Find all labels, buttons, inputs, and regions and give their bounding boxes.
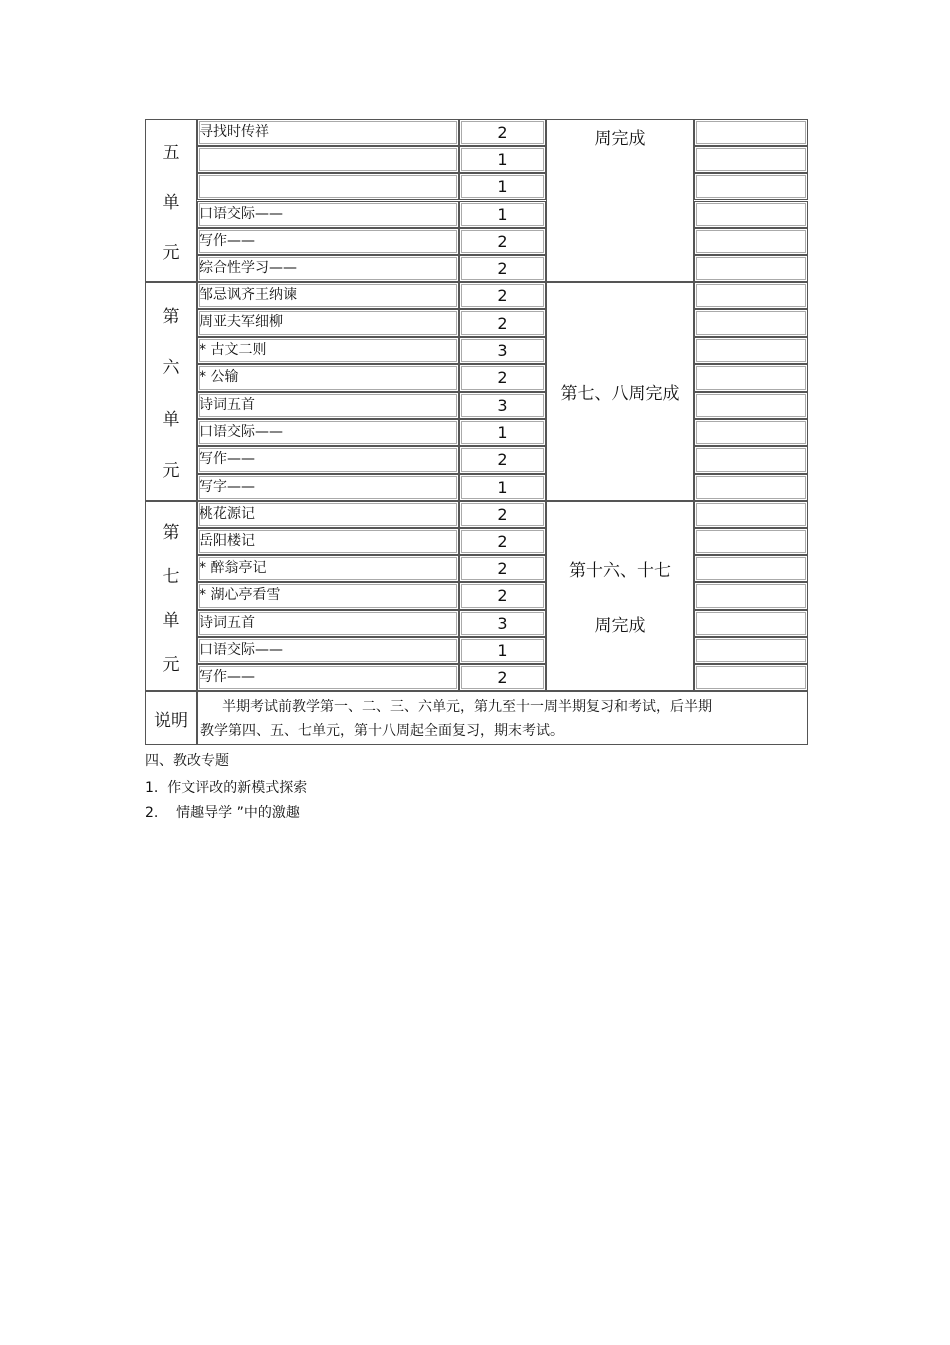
lesson-hours-cell: 2 — [459, 309, 546, 336]
lesson-title-cell: 周亚夫军细柳 — [197, 309, 459, 336]
lesson-title-cell: 桃花源记 — [197, 501, 459, 528]
lesson-title-cell: 写作—— — [197, 228, 459, 255]
unit-label-char: 第 — [162, 522, 180, 543]
lesson-title-cell: * 古文二则 — [197, 337, 459, 364]
note-line: 教学第四、五、七单元，第十八周起全面复习，期末考试。 — [200, 723, 564, 739]
lesson-hours-cell: 2 — [459, 528, 546, 555]
schedule-text: 第十六、十七 — [569, 561, 671, 581]
lesson-hours-cell: 2 — [459, 555, 546, 582]
unit-label-char: 七 — [162, 566, 180, 587]
lesson-hours-cell: 3 — [459, 392, 546, 419]
unit-label-char: 五 — [162, 143, 180, 164]
schedule-cell — [546, 119, 694, 282]
remarks-cell — [694, 528, 808, 555]
lesson-title-cell: * 湖心亭看雪 — [197, 582, 459, 609]
list-item: 2. 情趣导学 ”中的激趣 — [145, 805, 300, 821]
schedule-cell — [546, 282, 694, 501]
lesson-hours-cell: 2 — [459, 664, 546, 691]
unit-label-char: 六 — [162, 358, 180, 379]
lesson-hours-cell: 1 — [459, 637, 546, 664]
remarks-cell — [694, 364, 808, 391]
note-line: 半期考试前教学第一、二、三、六单元，第九至十一周半期复习和考试，后半期 — [222, 699, 712, 715]
unit-label-char: 元 — [162, 242, 180, 263]
remarks-cell — [694, 119, 808, 146]
remarks-cell — [694, 282, 808, 309]
unit-label-char: 元 — [162, 460, 180, 481]
remarks-cell — [694, 309, 808, 336]
remarks-cell — [694, 173, 808, 200]
unit-label-char: 单 — [162, 610, 180, 631]
unit-label-cell — [145, 119, 197, 282]
remarks-cell — [694, 474, 808, 501]
lesson-hours-cell: 2 — [459, 501, 546, 528]
lesson-hours-cell: 1 — [459, 201, 546, 228]
section-heading: 四、教改专题 — [145, 753, 229, 769]
schedule-text: 周完成 — [594, 616, 646, 636]
lesson-hours-cell: 2 — [459, 119, 546, 146]
lesson-title-cell — [197, 146, 459, 173]
remarks-cell — [694, 582, 808, 609]
lesson-title-cell: 写字—— — [197, 474, 459, 501]
lesson-hours-cell: 1 — [459, 146, 546, 173]
remarks-cell — [694, 501, 808, 528]
lesson-hours-cell: 2 — [459, 582, 546, 609]
lesson-title-cell: 寻找时传祥 — [197, 119, 459, 146]
teaching-schedule-table — [145, 119, 808, 745]
lesson-title-cell: 写作—— — [197, 664, 459, 691]
lesson-hours-cell: 2 — [459, 282, 546, 309]
lesson-hours-cell: 2 — [459, 228, 546, 255]
remarks-cell — [694, 337, 808, 364]
lesson-title-cell: 口语交际—— — [197, 201, 459, 228]
lesson-title-cell: 岳阳楼记 — [197, 528, 459, 555]
remarks-cell — [694, 419, 808, 446]
remarks-cell — [694, 228, 808, 255]
remarks-cell — [694, 610, 808, 637]
lesson-title-cell: 诗词五首 — [197, 610, 459, 637]
unit-label-char: 第 — [162, 307, 180, 328]
schedule-text: 周完成 — [594, 129, 646, 149]
unit-label-cell — [145, 501, 197, 691]
note-label-cell: 说明 — [145, 691, 197, 745]
remarks-cell — [694, 637, 808, 664]
unit-label-char: 单 — [162, 192, 180, 213]
lesson-title-cell: 口语交际—— — [197, 419, 459, 446]
remarks-cell — [694, 392, 808, 419]
lesson-hours-cell: 2 — [459, 446, 546, 473]
remarks-cell — [694, 664, 808, 691]
lesson-hours-cell: 1 — [459, 419, 546, 446]
remarks-cell — [694, 255, 808, 282]
lesson-title-cell: * 公输 — [197, 364, 459, 391]
remarks-cell — [694, 555, 808, 582]
lesson-title-cell: 口语交际—— — [197, 637, 459, 664]
lesson-title-cell — [197, 173, 459, 200]
schedule-cell — [546, 501, 694, 691]
remarks-cell — [694, 446, 808, 473]
lesson-hours-cell: 3 — [459, 337, 546, 364]
remarks-cell — [694, 146, 808, 173]
lesson-title-cell: * 醉翁亭记 — [197, 555, 459, 582]
lesson-hours-cell: 2 — [459, 255, 546, 282]
lesson-title-cell: 邹忌讽齐王纳谏 — [197, 282, 459, 309]
unit-label-char: 单 — [162, 409, 180, 430]
unit-label-cell — [145, 282, 197, 501]
note-text-cell — [197, 691, 808, 745]
lesson-title-cell: 诗词五首 — [197, 392, 459, 419]
lesson-hours-cell: 3 — [459, 610, 546, 637]
remarks-cell — [694, 201, 808, 228]
lesson-hours-cell: 2 — [459, 364, 546, 391]
lesson-hours-cell: 1 — [459, 173, 546, 200]
schedule-text: 第七、八周完成 — [560, 384, 680, 404]
lesson-hours-cell: 1 — [459, 474, 546, 501]
lesson-title-cell: 写作—— — [197, 446, 459, 473]
unit-label-char: 元 — [162, 654, 180, 675]
lesson-title-cell: 综合性学习—— — [197, 255, 459, 282]
list-item: 1. 作文评改的新模式探索 — [145, 780, 308, 796]
